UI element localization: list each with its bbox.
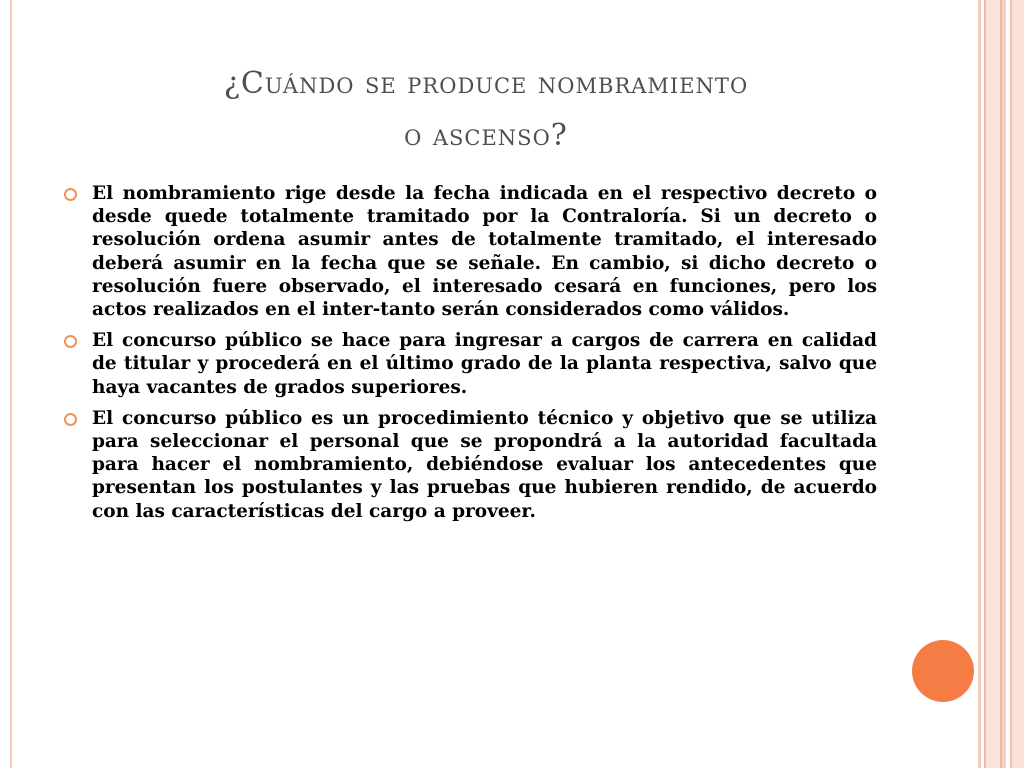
slide-title-line: o ascenso? [404, 118, 568, 153]
bullet-ring-icon [64, 188, 77, 201]
list-item [92, 182, 877, 321]
left-border-decoration [10, 0, 12, 768]
bullet-ring-icon [64, 413, 77, 426]
right-stripe-decoration [1010, 0, 1024, 768]
list-item [92, 407, 877, 523]
list-item-text: El nombramiento rige desde la fecha indicada en el respectivo decreto o desde quede totalmente tramitado por la Contraloría. Si un decreto o resolución ordena asumir antes de totalmente tramitado, el interesado deberá asumir en la fecha que se señale. En cambio, si dicho decreto o resolución fuere observado, el interesado cesará en funciones, pero los actos realizados en el inter-tanto serán considerados como válidos. [92, 183, 877, 321]
bullet-ring-icon [64, 335, 77, 348]
right-stripe-decoration [978, 0, 981, 768]
list-item [92, 329, 877, 399]
right-stripe-decoration [1002, 0, 1006, 768]
list-item-text: El concurso público es un procedimiento técnico y objetivo que se utiliza para seleccionar el personal que se propondrá a la autoridad facultada para hacer el nombramiento, debiéndose evaluar los antecedentes que presentan los postulantes y las pruebas que hubieren rendido, de acuerdo con las características del cargo a proveer. [92, 407, 877, 522]
bullet-list [92, 182, 877, 531]
right-stripe-decoration [984, 0, 1002, 768]
slide-title-line: ¿Cuándo se produce nombramiento [223, 66, 749, 101]
list-item-text: El concurso público se hace para ingresar a cargos de carrera en calidad de titular y procederá en el último grado de la planta respectiva, salvo que haya vacantes de grados superiores. [92, 330, 877, 398]
decorative-circle [912, 640, 974, 702]
slide-title [66, 58, 906, 162]
